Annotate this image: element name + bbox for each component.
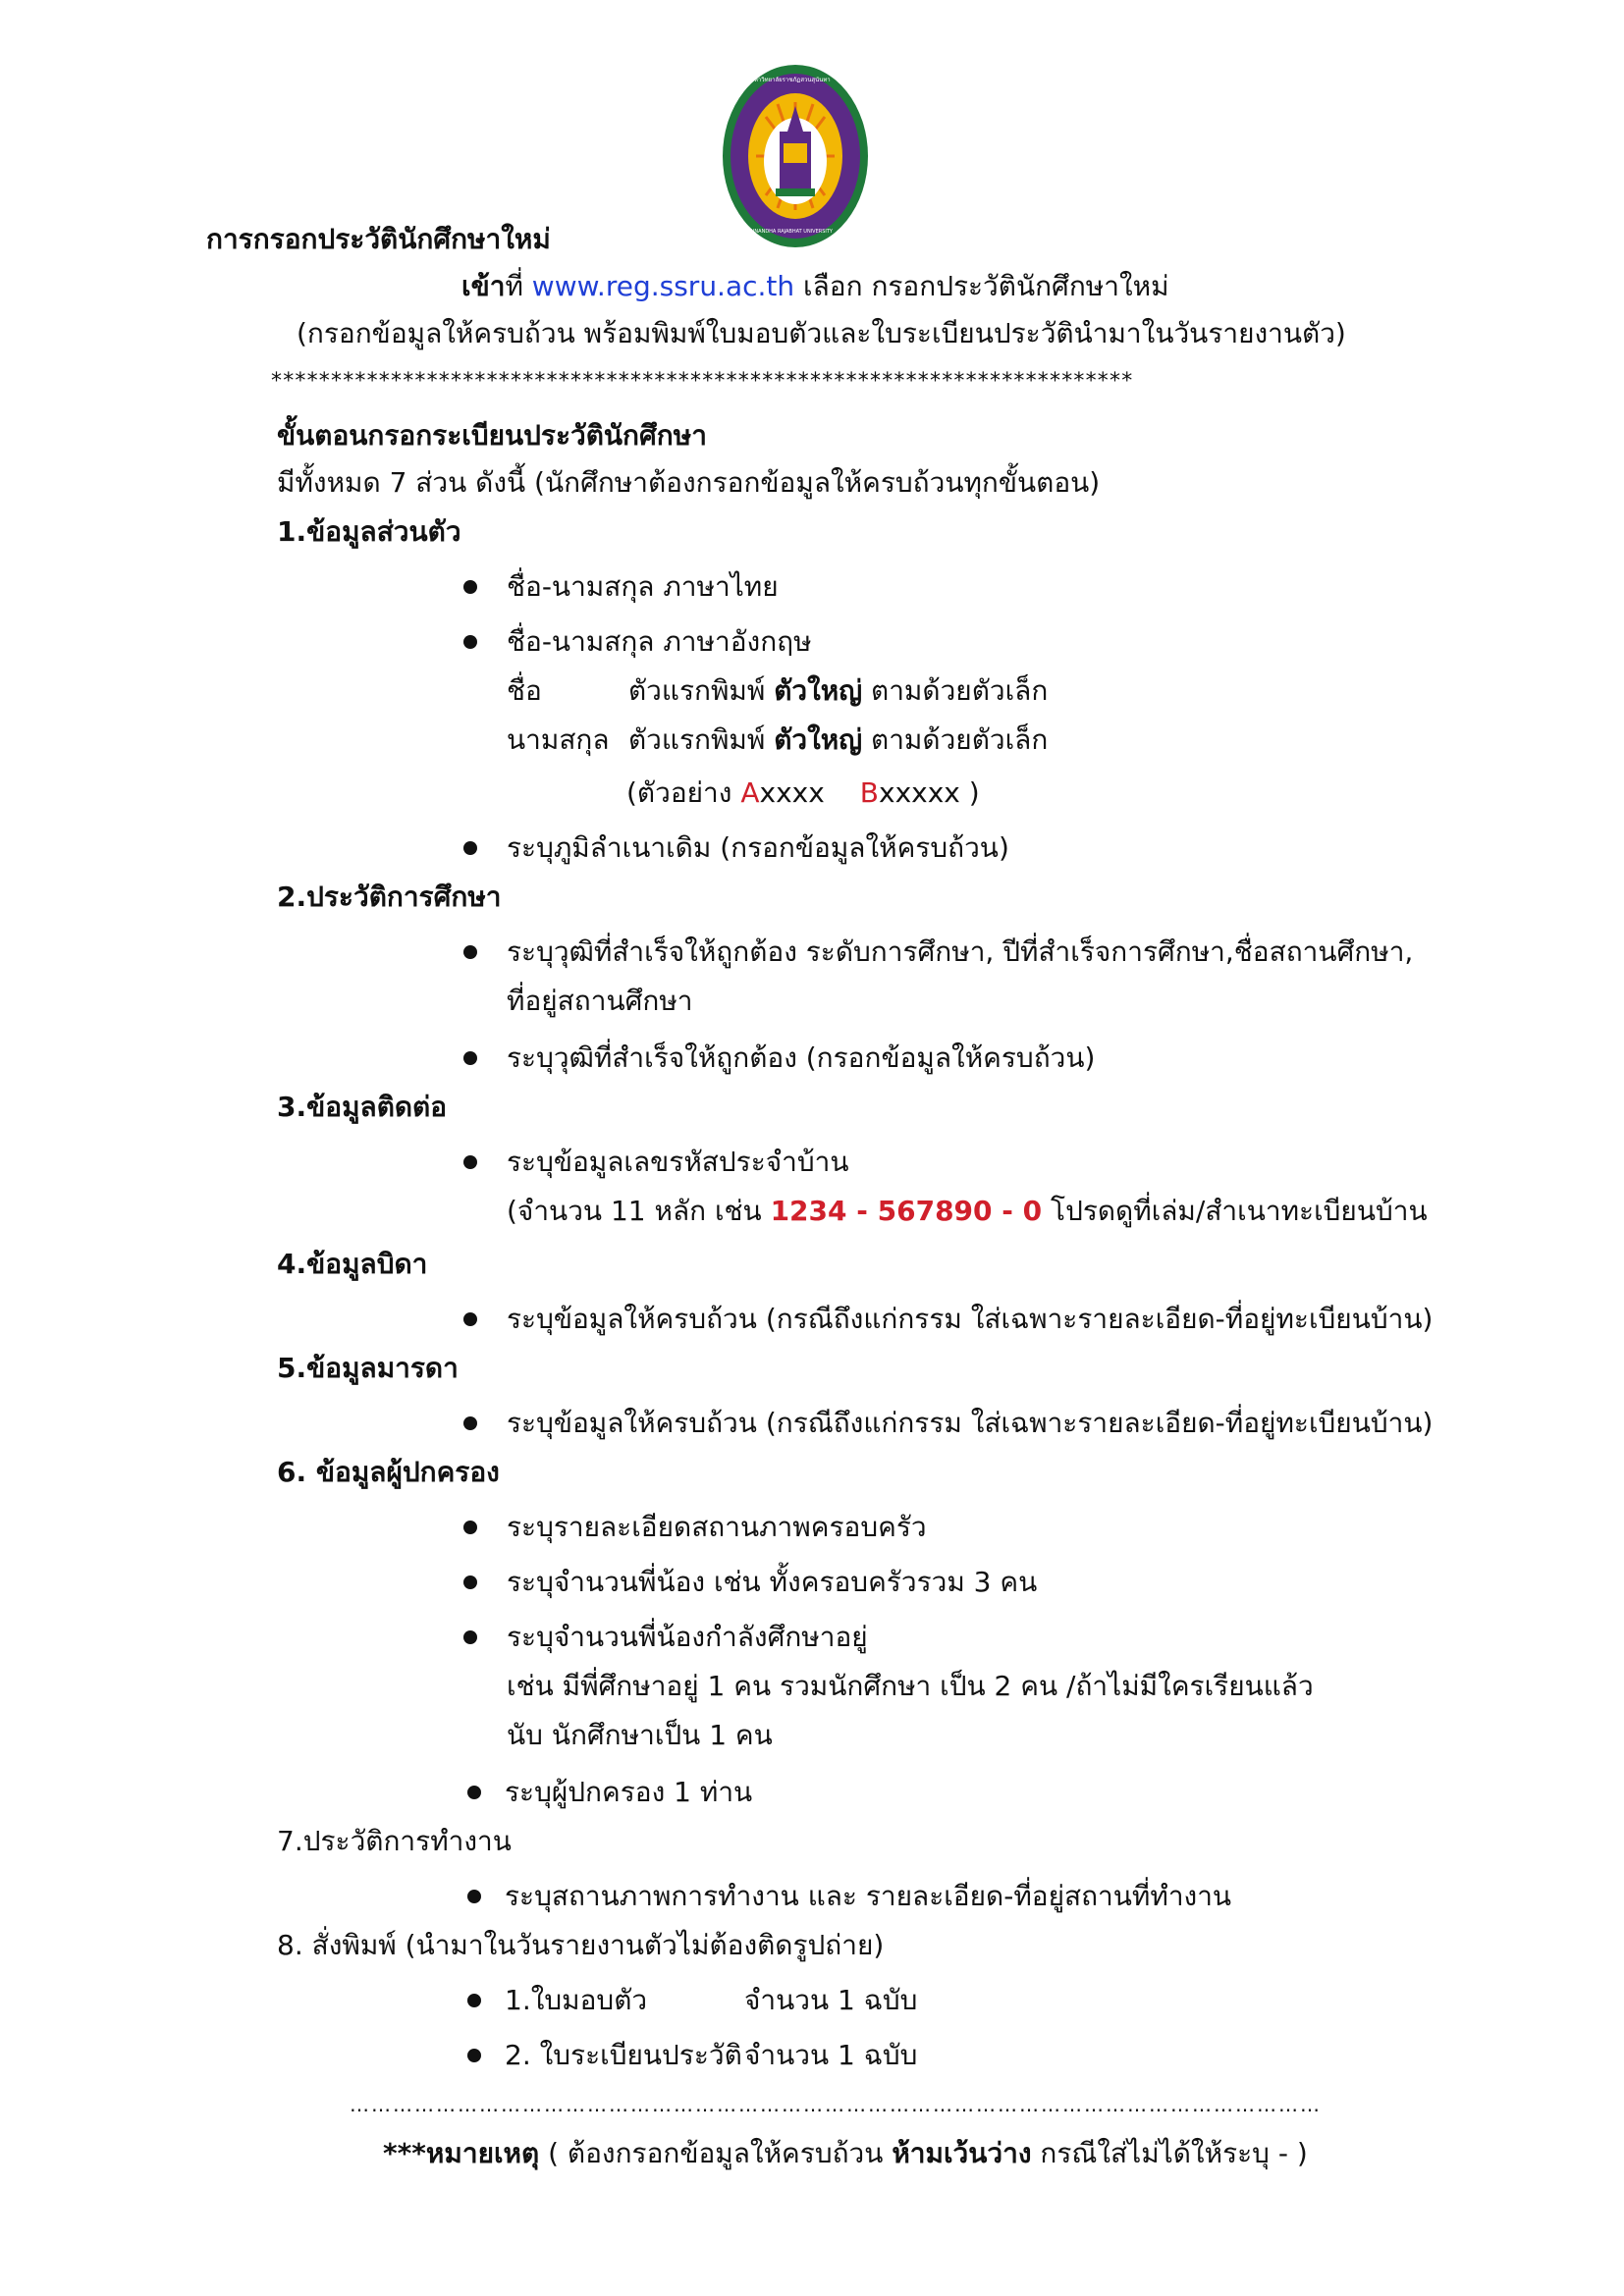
rule-bold: ตัวใหญ่ <box>774 723 863 756</box>
bullet-icon <box>463 1630 477 1644</box>
s8-item-1 <box>505 1981 917 2020</box>
print-item-1-label: 1.ใบมอบตัว <box>505 1984 648 2016</box>
s6-bullet-3-line3: นับ นักศึกษาเป็น 1 คน <box>507 1719 773 1751</box>
print-item-2-qty: จำนวน 1 ฉบับ <box>744 2039 918 2071</box>
print-item-1-qty: จำนวน 1 ฉบับ <box>744 1984 918 2016</box>
page-title: การกรอกประวัตินักศึกษาใหม่ <box>206 223 551 255</box>
s6-bullet-3: ระบุจำนวนพี่น้องกำลังศึกษาอยู่ <box>507 1621 868 1653</box>
bullet-icon <box>463 1416 477 1430</box>
s6-bullet-4: ระบุผู้ปกครอง 1 ท่าน <box>505 1776 753 1808</box>
s1-bullet-2: ชื่อ-นามสกุล ภาษาอังกฤษ <box>507 625 812 658</box>
steps-heading: ขั้นตอนกรอกระเบียนประวัตินักศึกษา <box>277 419 707 452</box>
example-b-capital: B <box>859 776 880 809</box>
section-4-title: 4.ข้อมูลบิดา <box>277 1248 428 1280</box>
logo-ring-text-top: มหาวิทยาลัยราชภัฏสวนสุนันทา <box>750 77 831 83</box>
rule-text: ตัวแรกพิมพ์ <box>628 723 775 756</box>
bullet-icon <box>467 1994 481 2007</box>
university-seal-icon <box>721 63 870 249</box>
note-label: ***หมายเหตุ <box>383 2137 540 2169</box>
logo-ring-text-bottom: SUAN SUNANDHA RAJABHAT UNIVERSITY <box>732 229 833 235</box>
section-2-title: 2.ประวัติการศึกษา <box>277 881 502 913</box>
s6-bullet-1: ระบุรายละเอียดสถานภาพครอบครัว <box>507 1511 927 1543</box>
rule-text: ตัวแรกพิมพ์ <box>628 674 775 707</box>
bullet-icon <box>463 580 477 594</box>
s2-bullet-2: ระบุวุฒิที่สำเร็จให้ถูกต้อง (กรอกข้อมูลให้ครบถ้วน) <box>507 1041 1096 1074</box>
section-1-title: 1.ข้อมูลส่วนตัว <box>277 515 461 548</box>
s1-bullet-1: ชื่อ-นามสกุล ภาษาไทย <box>507 570 779 603</box>
example-a-capital: A <box>740 776 760 809</box>
s8-item-2 <box>505 2036 917 2075</box>
footer-note <box>383 2134 1308 2173</box>
section-7-title: 7.ประวัติการทำงาน <box>277 1825 512 1857</box>
s1-lastname-rule <box>507 721 1048 760</box>
bullet-icon <box>463 1155 477 1169</box>
intro-enter: เข้า <box>461 270 506 302</box>
bullet-icon <box>463 635 477 649</box>
rule-bold: ตัวใหญ่ <box>774 674 863 707</box>
note-emphasis: ห้ามเว้นว่าง <box>892 2137 1032 2169</box>
bullet-icon <box>463 1575 477 1589</box>
bullet-icon <box>463 1051 477 1065</box>
section-5-title: 5.ข้อมูลมารดา <box>277 1352 459 1384</box>
bullet-icon <box>467 2049 481 2062</box>
s1-bullet-3: ระบุภูมิลำเนาเดิม (กรอกข้อมูลให้ครบถ้วน) <box>507 831 1009 864</box>
registration-url-link[interactable]: www.reg.ssru.ac.th <box>531 270 795 302</box>
s3-bullet-1-line2 <box>507 1192 1428 1231</box>
star-separator: ************************************************************************ <box>271 369 1134 394</box>
section-6-title: 6. ข้อมูลผู้ปกครอง <box>277 1456 500 1488</box>
house-code-example: 1234 - 567890 - 0 <box>770 1195 1043 1227</box>
intro-at: ที่ <box>505 270 532 302</box>
steps-summary: มีทั้งหมด 7 ส่วน ดังนี้ (นักศึกษาต้องกรอกข้อมูลให้ครบถ้วนทุกขั้นตอน) <box>277 466 1101 499</box>
example-a-rest: xxxx <box>759 776 825 809</box>
intro-choose: เลือก กรอกประวัตินักศึกษาใหม่ <box>794 270 1169 302</box>
s6-bullet-3-line2: เช่น มีพี่ศึกษาอยู่ 1 คน รวมนักศึกษา เป็น 2 คน /ถ้าไม่มีใครเรียนแล้ว <box>507 1670 1314 1702</box>
s2-bullet-1-line1: ระบุวุฒิที่สำเร็จให้ถูกต้อง ระดับการศึกษา, ปีที่สำเร็จการศึกษา,ชื่อสถานศึกษา, <box>507 935 1414 968</box>
rule-text-post: ตามด้วยตัวเล็ก <box>862 674 1049 707</box>
s2-bullet-1-line2: ที่อยู่สถานศึกษา <box>507 985 693 1017</box>
note-text-post: กรณีใส่ไม่ได้ให้ระบุ - ) <box>1031 2137 1308 2169</box>
s1-example <box>626 774 980 813</box>
example-close: ) <box>959 776 980 809</box>
note-text: ( ต้องกรอกข้อมูลให้ครบถ้วน <box>539 2137 893 2169</box>
bullet-icon <box>463 841 477 855</box>
print-item-2-label: 2. ใบระเบียนประวัติ <box>505 2039 742 2071</box>
s1-firstname-rule <box>507 671 1048 711</box>
university-logo <box>721 63 870 249</box>
dotted-divider: ……………………………………………………………………………………………………………………… <box>350 2093 1322 2116</box>
house-code-note: โปรดดูที่เล่ม/สำเนาทะเบียนบ้าน <box>1042 1195 1428 1227</box>
s4-bullet-1: ระบุข้อมูลให้ครบถ้วน (กรณีถึงแก่กรรม ใส่เฉพาะรายละเอียด-ที่อยู่ทะเบียนบ้าน) <box>507 1303 1434 1335</box>
rule-text-post: ตามด้วยตัวเล็ก <box>862 723 1049 756</box>
intro-line <box>461 267 1169 306</box>
bullet-icon <box>467 1890 481 1903</box>
bullet-icon <box>463 945 477 959</box>
section-8-title: 8. สั่งพิมพ์ (นำมาในวันรายงานตัวไม่ต้องติดรูปถ่าย) <box>277 1929 885 1961</box>
firstname-label: ชื่อ <box>507 674 542 707</box>
lastname-label: นามสกุล <box>507 723 610 756</box>
example-b-rest: xxxxx <box>879 776 960 809</box>
s5-bullet-1: ระบุข้อมูลให้ครบถ้วน (กรณีถึงแก่กรรม ใส่เฉพาะรายละเอียด-ที่อยู่ทะเบียนบ้าน) <box>507 1407 1434 1439</box>
s3-bullet-1: ระบุข้อมูลเลขรหัสประจำบ้าน <box>507 1146 849 1178</box>
bullet-icon <box>463 1521 477 1534</box>
s7-bullet-1: ระบุสถานภาพการทำงาน และ รายละเอียด-ที่อยู่สถานที่ทำงาน <box>505 1880 1232 1912</box>
intro-note: (กรอกข้อมูลให้ครบถ้วน พร้อมพิมพ์ใบมอบตัวและใบระเบียนประวัตินำมาในวันรายงานตัว) <box>297 317 1346 349</box>
section-3-title: 3.ข้อมูลติดต่อ <box>277 1091 448 1123</box>
bullet-icon <box>467 1786 481 1799</box>
s6-bullet-2: ระบุจำนวนพี่น้อง เช่น ทั้งครอบครัวรวม 3 คน <box>507 1566 1038 1598</box>
example-open: (ตัวอย่าง <box>626 776 741 809</box>
bullet-icon <box>463 1312 477 1326</box>
house-code-intro: (จำนวน 11 หลัก เช่น <box>507 1195 771 1227</box>
